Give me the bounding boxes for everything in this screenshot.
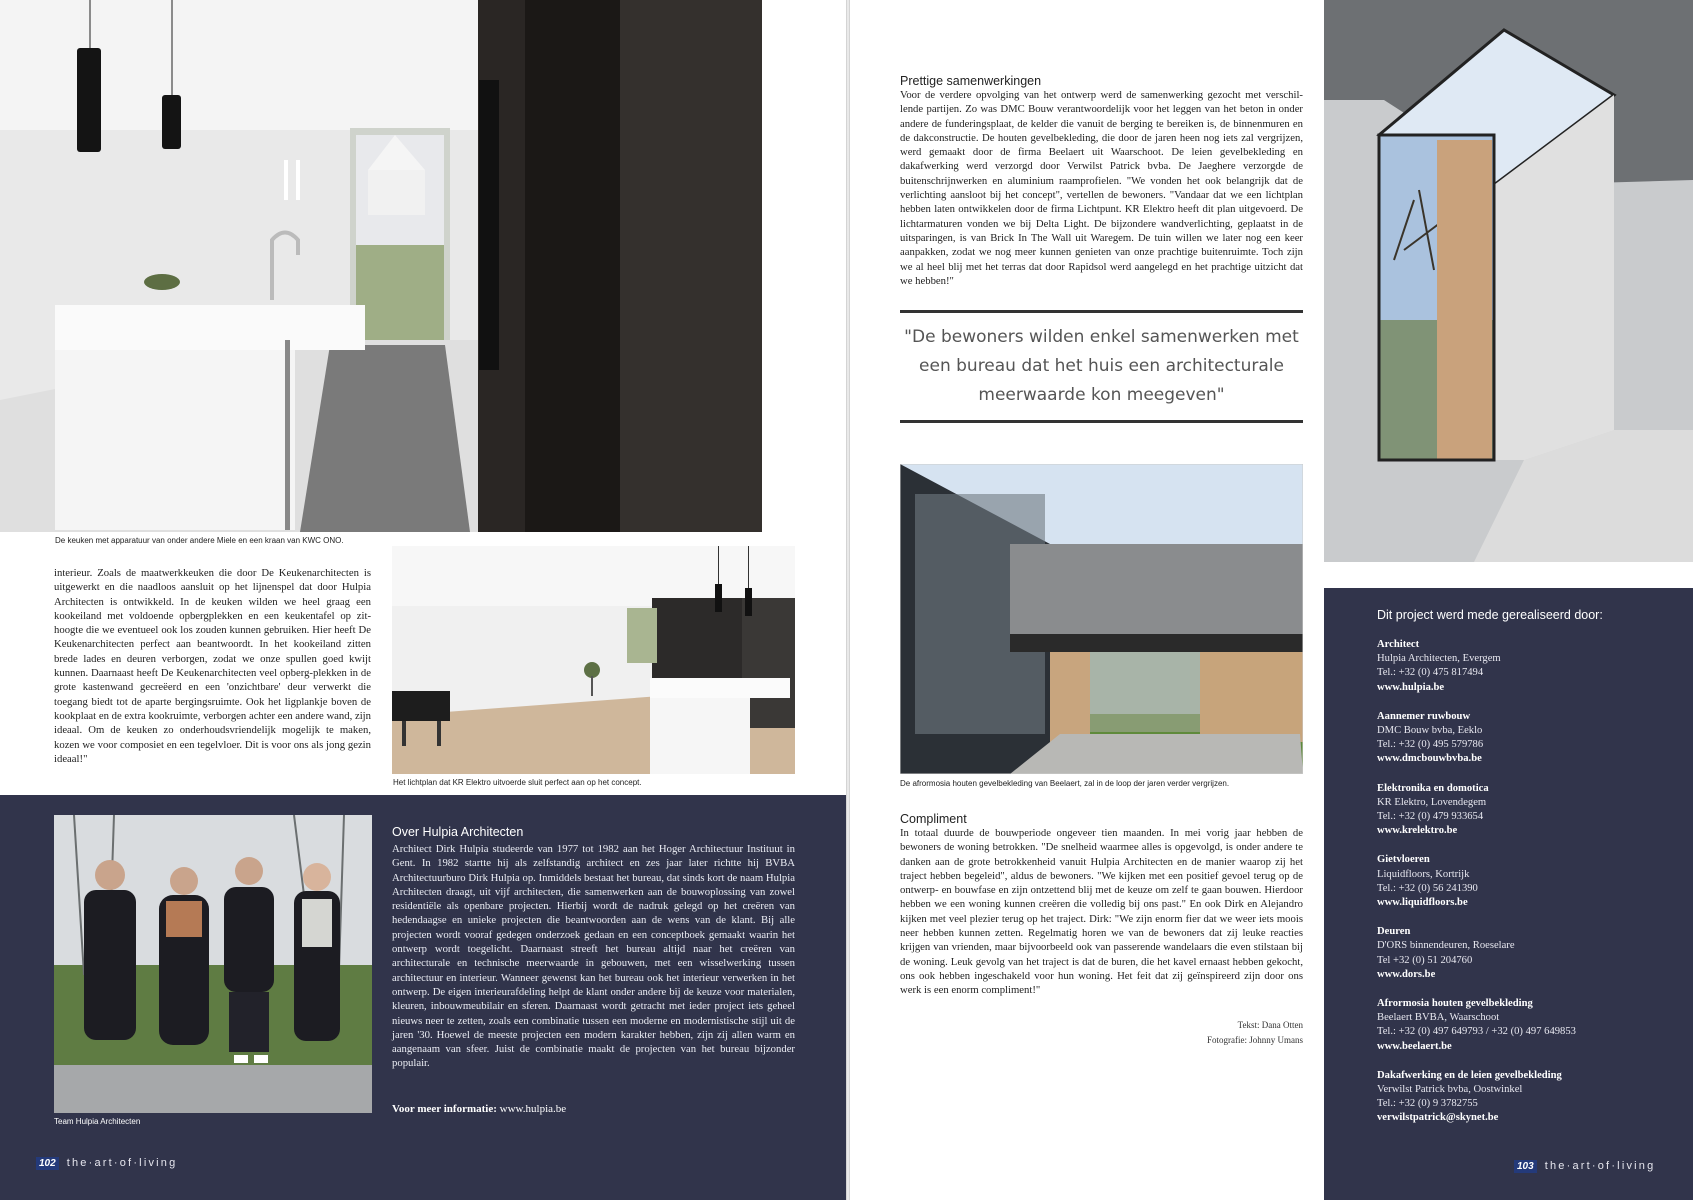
about-panel [0, 795, 848, 1200]
credit-role: Afrormosia houten gevelbekleding [1377, 998, 1533, 1010]
credit-role: Dakafwerking en de leien gevelbekleding [1377, 1069, 1562, 1081]
credit-link[interactable]: www.hulpia.be [1377, 681, 1445, 693]
lightplan-photo [392, 546, 795, 774]
credits-title: Dit project werd mede gerealiseerd door: [1377, 608, 1603, 622]
credit-line: KR Elektro, Lovendegem [1377, 796, 1487, 808]
page-gutter [846, 0, 850, 1200]
credit-item [1377, 997, 1677, 1054]
credit-line: Verwilst Patrick bvba, Oostwinkel [1377, 1084, 1523, 1096]
credit-link[interactable]: verwilstpatrick@skynet.be [1377, 1112, 1499, 1124]
credits-panel [1324, 588, 1693, 1200]
credit-link[interactable]: www.liquidfloors.be [1377, 897, 1468, 909]
credit-link[interactable]: www.beelaert.be [1377, 1040, 1452, 1052]
credit-line: Tel.: +32 (0) 497 649793 / +32 (0) 497 649853 [1377, 1026, 1576, 1038]
kitchen-photo [0, 0, 762, 532]
credit-role: Deuren [1377, 926, 1411, 938]
team-caption: Team Hulpia Architecten [54, 1117, 141, 1126]
credit-line: Tel.: +32 (0) 479 933654 [1377, 811, 1484, 823]
page-number-left: 102 [36, 1157, 59, 1170]
credit-role: Architect [1377, 639, 1420, 650]
facade-photo [900, 464, 1303, 774]
credit-line: Beelaert BVBA, Waarschoot [1377, 1012, 1500, 1024]
credit-role: Elektronika en domotica [1377, 782, 1489, 794]
right-page [848, 0, 1693, 1200]
credit-item [1377, 853, 1677, 910]
credit-line: Tel.: +32 (0) 475 817494 [1377, 667, 1484, 679]
brand-left: the·art·of·living [66, 1157, 178, 1169]
about-heading: Over Hulpia Architecten [392, 825, 524, 839]
photo-credit: Fotografie: Johnny Umans [1207, 1035, 1303, 1045]
compliment-text: In totaal duurde de bouwperiode ongeveer tien maanden. In mei vorig jaar hebben de bewoners de woning betrokken. "De snelheid waarmee alles is opgevolgd, is onder andere te danken aan de grote betrokkenheid vanuit Hulpia Architecten en de manier waarop zij het traject hebben begeleid", aldus de bewoners. "We kijken met een positief gevoel terug op de ontwerp- en bouwfase en zijn ontzettend blij met de keuze om zelf te gaan bouwen. Hierdoor hebben we een woning kunnen creëren die volledig bij ons past." En ook Dirk en Alejandro kijken met veel plezier terug op het traject. Dirk: "We zijn enorm fier dat we weer iets moois neer hebben kunnen zetten. Regelmatig horen we van de bewoners dat zij leuke reacties krijgen van vrienden, maar bijvoorbeeld ook van passerende wandelaars die even stilstaan bij de woning. Leuk gevolg van het traject is dat de buren, die het kavel ernaast hebben gekocht, ons ook hebben ingeschakeld voor hun woning. Het feit dat zij geïnspireerd zijn door ons werk is een enorm compliment!" [900, 827, 1303, 997]
credit-line: Liquidfloors, Kortrijk [1377, 868, 1470, 880]
about-text: Architect Dirk Hulpia studeerde van 1977 tot 1982 aan het Hoger Architectuur Instituut in Gent. In 1982 startte hij als zelfstandig architect en zes jaar later richtte hij BVBA Architectuurburo Dirk Hulpia op. Inmiddels bestaat het bureau, dat sinds kort de naam Hulpia Architecten draagt, uit vijf architecten, die samenwerken aan de bouwoplossing van zowel residentiële als openbare projecten. Hierbij wordt de nadruk gelegd op het creëren van hedendaagse en unieke projecten die beantwoorden aan de wens van de klant. Bij alle projecten wordt vooraf gedegen onderzoek gedaan en een conceptboek gemaakt waarin het ontwerp wordt toegelicht. Daarnaast streeft het bureau altijd naar het creëren van architecturale en technische meerwaarde in gebouwen, met een wisselwerking tussen architectuur en interieur. Wanneer gewenst kan het bureau ook het interieur verwerken in het ontwerp. De eigen interieurafdeling helpt de klant onder andere bij de keuze voor materialen, kleuren, inbouwmeubilair en sferen. Daarnaast wordt getracht met ieder project iets geheel nieuws neer te zetten, zoals een combinatie tussen een moderne en modernistische stijl uit de jaren '30. Hoewel de meeste projecten een modern karakter hebben, zijn zij allen warm en aangenaam van sfeer. Juist de combinatie maakt de projecten van het bureau bijzonder populair. [392, 843, 795, 1070]
brand-right: the·art·of·living [1544, 1160, 1656, 1172]
more-info-label: Voor meer informatie: [392, 1103, 497, 1115]
page-number-right: 103 [1514, 1160, 1537, 1173]
credit-role: Aannemer ruwbouw [1377, 710, 1471, 722]
credit-link[interactable]: www.dmcbouwbvba.be [1377, 753, 1482, 765]
more-info-link[interactable]: www.hulpia.be [499, 1103, 567, 1115]
credit-item [1377, 782, 1677, 839]
collab-text: Voor de verdere opvolging van het ontwerp werd de samenwerking gezocht met verschil-lende partijen. Zo was DMC Bouw verantwoordelijk voor het leggen van het beton in onder andere de funderingsplaat, de kelder die vanuit de berging te bereiken is, de binnenmuren en de dakconstructie. De houten gevelbekleding, die door de jaren heen nog iets zal vergrijzen, werd gemaakt door de firma Beelaert uit Waarschoot. De leien gevelbekleding en dakafwerking werd verzorgd door Verwilst Patrick bvba. De Jaeghere verzorgde de buitenschrijnwerken en aluminium raamprofielen. "We vonden het ook belangrijk dat de verlichting aansloot bij het concept", vertellen de bewoners. "Vandaar dat we een lichtplan hebben laten ontwikkelen door de firma Lichtpunt. KR Elektro heeft dit plan uitgevoerd. De lichtarmaturen vonden we bij Delta Light. De bijzondere wandverlichting, geplaatst in de uitsparingen, is van Brick In The Wall uit Waregem. De tuin willen we later nog een keer aanpakken, zodat we nog meer kunnen genieten van onze prachtige buitenruimte. Toch zijn we al heel blij met het terras dat door Rapidsol werd aangelegd en het prachtige uitzicht dat we hebben!" [900, 89, 1303, 287]
pull-quote: "De bewoners wilden enkel samenwerken met een bureau dat het huis een architecturale meerwaarde kon meegeven" [904, 327, 1299, 405]
team-photo [54, 815, 372, 1113]
credit-item [1377, 925, 1677, 982]
skylight-photo [1324, 0, 1693, 562]
left-body-text: interieur. Zoals de maatwerkkeuken die door De Keukenarchitecten is uitgewerkt en die naadloos aansluit op het lijnenspel dat door Hulpia Architecten is ontwikkeld. In de keuken wilden we heel graag een kookeiland met voldoende opbergplekken en een keukentafel op zit-hoogte die we eventueel ook los zouden kunnen gebruiken. Hier heeft De Keukenarchitecten perfect aan beantwoordt. In het kookeiland zitten brede lades en deuren verborgen, zodat we onze spullen goed kwijt kunnen. Daarnaast heeft De Keukenarchitecten veel opberg-plekken in de grote kastenwand gecreëerd en een 'onzichtbare' deur verwerkt die toegang biedt tot de aparte bergingsruimte. Ook het ligplankje boven de kookplaat en de extra kookruimte, verborgen achter een andere wand, zijn ideaal. Om de keuken zo onderhoudsvriendelijk mogelijk te maken, kozen we voor composiet en een tegelvloer. Dit is voor ons als jong gezin ideaal!" [54, 567, 371, 765]
left-footer [36, 1153, 177, 1171]
credit-line: D'ORS binnendeuren, Roeselare [1377, 940, 1515, 952]
credit-line: DMC Bouw bvba, Eeklo [1377, 725, 1483, 737]
article-credits [900, 1018, 1303, 1048]
credit-line: Tel.: +32 (0) 495 579786 [1377, 739, 1484, 751]
credits-list [1377, 638, 1677, 1141]
text-credit: Tekst: Dana Otten [1237, 1020, 1303, 1030]
quote-rule-top [900, 310, 1303, 313]
compliment-heading: Compliment [900, 812, 967, 826]
credit-role: Gietvloeren [1377, 854, 1430, 866]
credit-item [1377, 710, 1677, 767]
more-info [392, 1103, 566, 1115]
quote-rule-bottom [900, 420, 1303, 423]
collab-heading: Prettige samenwerkingen [900, 74, 1042, 88]
credit-link[interactable]: www.dors.be [1377, 968, 1436, 980]
right-footer [1514, 1156, 1655, 1174]
credit-line: Tel +32 (0) 51 204760 [1377, 954, 1473, 966]
kitchen-caption: De keuken met apparatuur van onder andere Miele en een kraan van KWC ONO. [55, 536, 344, 545]
credit-item [1377, 1069, 1677, 1126]
facade-caption: De afrormosia houten gevelbekleding van Beelaert, zal in de loop der jaren verder vergrijzen. [900, 779, 1230, 788]
credit-line: Tel.: +32 (0) 9 3782755 [1377, 1098, 1478, 1110]
credit-item [1377, 638, 1677, 695]
credit-line: Tel.: +32 (0) 56 241390 [1377, 882, 1478, 894]
lightplan-caption: Het lichtplan dat KR Elektro uitvoerde sluit perfect aan op het concept. [393, 778, 642, 787]
credit-line: Hulpia Architecten, Evergem [1377, 653, 1501, 665]
credit-link[interactable]: www.krelektro.be [1377, 825, 1458, 837]
